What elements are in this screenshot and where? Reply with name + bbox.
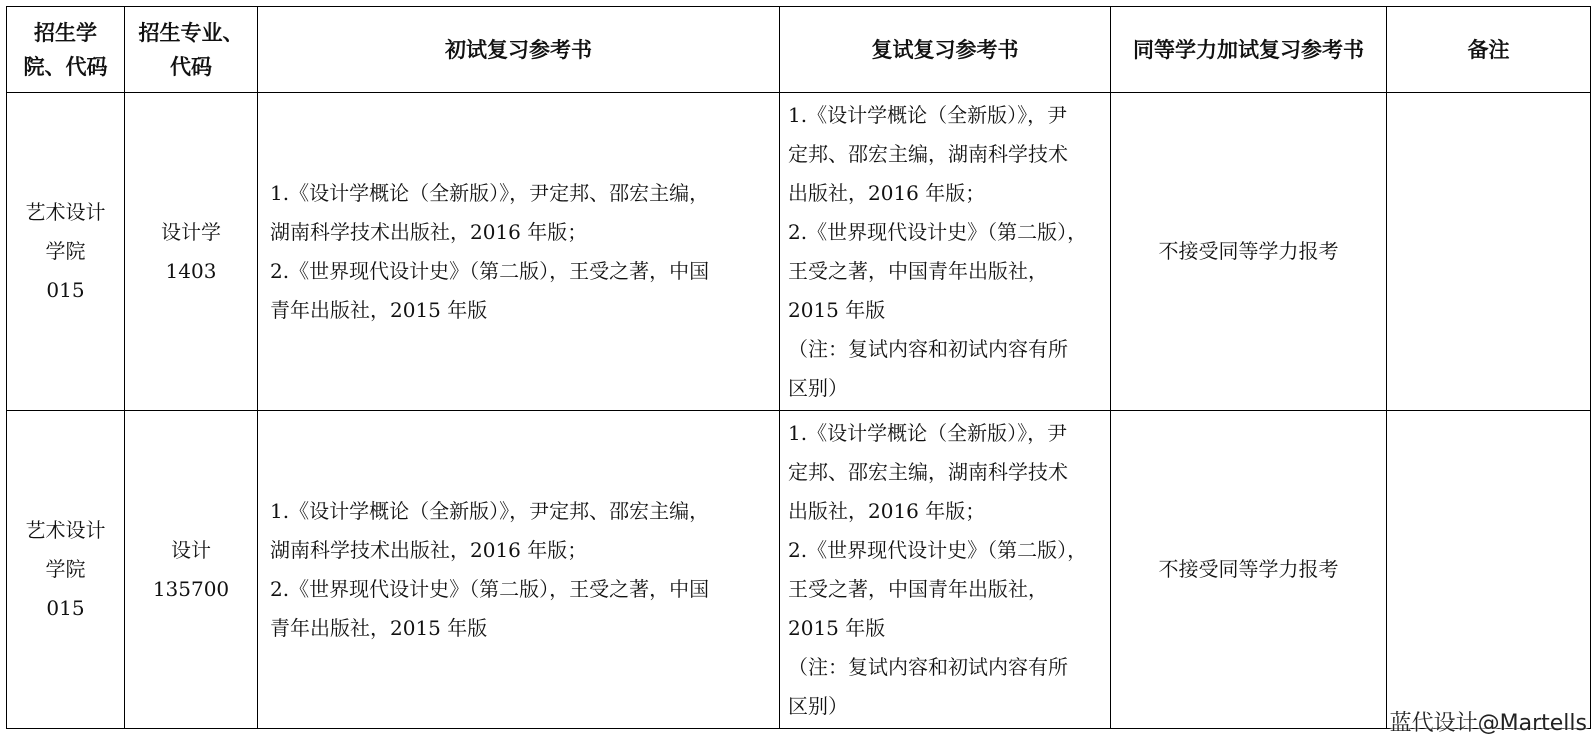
college-code: 015 bbox=[46, 278, 85, 302]
college-line: 艺术设计 bbox=[25, 518, 106, 542]
book-line: 2015 年版 bbox=[788, 297, 886, 322]
book-line: 定邦、邵宏主编，湖南科学技术 bbox=[788, 141, 1068, 166]
table-row bbox=[7, 411, 1591, 729]
book-line: 王受之著，中国青年出版社， bbox=[788, 258, 1048, 283]
remarks-cell bbox=[1387, 93, 1591, 411]
book-line: 青年出版社，2015 年版 bbox=[270, 615, 488, 640]
book-line: 出版社，2016 年版； bbox=[788, 498, 986, 523]
retest-books-cell bbox=[780, 93, 1111, 411]
note-line: （注：复试内容和初试内容有所 bbox=[788, 336, 1068, 361]
college-line: 艺术设计 bbox=[25, 200, 106, 224]
book-line: 青年出版社，2015 年版 bbox=[270, 297, 488, 322]
header-initial-books: 初试复习参考书 bbox=[258, 7, 780, 93]
equivalent-cell: 不接受同等学力报考 bbox=[1111, 93, 1387, 411]
watermark: 蓝代设计@Martells bbox=[1389, 711, 1587, 736]
book-line: 王受之著，中国青年出版社， bbox=[788, 576, 1048, 601]
equivalent-cell: 不接受同等学力报考 bbox=[1111, 411, 1387, 729]
header-major-line-1: 招生专业、 bbox=[138, 20, 244, 45]
book-line: 1.《设计学概论（全新版）》，尹定邦、邵宏主编， bbox=[270, 498, 710, 523]
header-major bbox=[125, 7, 258, 93]
retest-books-cell bbox=[780, 411, 1111, 729]
header-college bbox=[7, 7, 125, 93]
major-name: 设计学 bbox=[161, 219, 221, 244]
college-code: 015 bbox=[46, 596, 85, 620]
header-major-line-2: 代码 bbox=[170, 54, 212, 79]
header-remarks: 备注 bbox=[1387, 7, 1591, 93]
book-line: 定邦、邵宏主编，湖南科学技术 bbox=[788, 459, 1068, 484]
college-cell bbox=[7, 411, 125, 729]
college-line: 学院 bbox=[45, 239, 86, 263]
college-cell bbox=[7, 93, 125, 411]
book-line: 2.《世界现代设计史》（第二版）， bbox=[788, 537, 1088, 562]
header-row bbox=[7, 7, 1591, 93]
table-row bbox=[7, 93, 1591, 411]
major-name: 设计 bbox=[171, 537, 211, 562]
initial-books-cell bbox=[258, 411, 780, 729]
major-cell bbox=[125, 93, 258, 411]
book-line: 1.《设计学概论（全新版）》，尹定邦、邵宏主编， bbox=[270, 180, 710, 205]
book-line: 湖南科学技术出版社，2016 年版； bbox=[270, 537, 588, 562]
header-college-line-2: 院、代码 bbox=[23, 54, 108, 79]
book-line: 2.《世界现代设计史》（第二版），王受之著，中国 bbox=[270, 258, 710, 283]
note-line: 区别） bbox=[788, 375, 848, 400]
book-line: 湖南科学技术出版社，2016 年版； bbox=[270, 219, 588, 244]
remarks-cell bbox=[1387, 411, 1591, 729]
book-line: 1.《设计学概论（全新版）》，尹 bbox=[788, 102, 1068, 127]
header-retest-books: 复试复习参考书 bbox=[780, 7, 1111, 93]
reference-book-table bbox=[6, 6, 1591, 729]
note-line: （注：复试内容和初试内容有所 bbox=[788, 654, 1068, 679]
book-line: 2015 年版 bbox=[788, 615, 886, 640]
major-cell bbox=[125, 411, 258, 729]
book-line: 2.《世界现代设计史》（第二版）， bbox=[788, 219, 1088, 244]
major-code: 1403 bbox=[165, 258, 217, 283]
header-equivalent-books: 同等学力加试复习参考书 bbox=[1111, 7, 1387, 93]
major-code: 135700 bbox=[152, 576, 230, 601]
book-line: 出版社，2016 年版； bbox=[788, 180, 986, 205]
book-line: 1.《设计学概论（全新版）》，尹 bbox=[788, 420, 1068, 445]
college-line: 学院 bbox=[45, 557, 86, 581]
note-line: 区别） bbox=[788, 693, 848, 718]
book-line: 2.《世界现代设计史》（第二版），王受之著，中国 bbox=[270, 576, 710, 601]
header-college-line-1: 招生学 bbox=[34, 20, 97, 45]
initial-books-cell bbox=[258, 93, 780, 411]
